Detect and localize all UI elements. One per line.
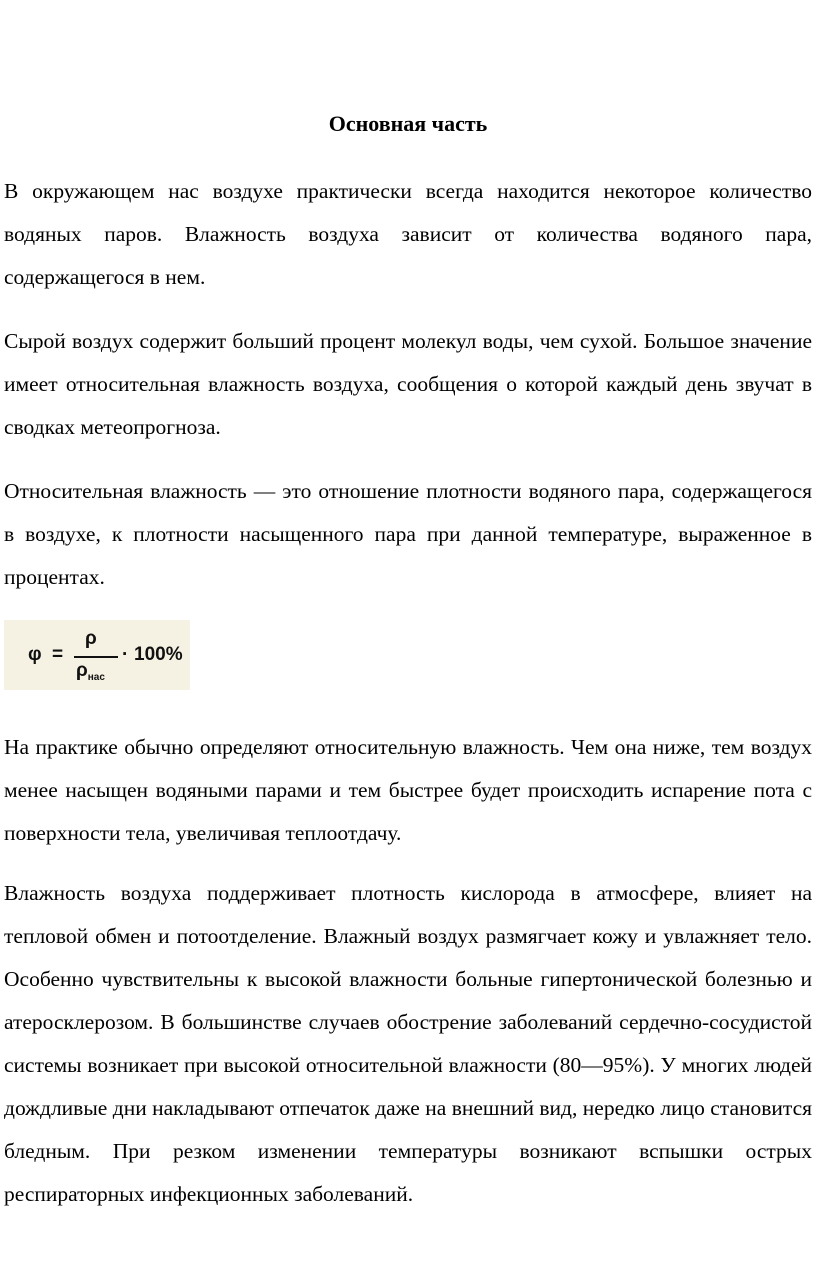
paragraph-practice: На практике обычно определяют относительную влажность. Чем она ниже, тем воздух менее насыщен водяными парами и тем быстрее будет происходить испарение пота с поверхности тела, увеличивая теплоотдачу. — [4, 735, 812, 845]
paragraph-humid-air: Сырой воздух содержит больший процент молекул воды, чем сухой. Большое значение имеет относительная влажность воздуха, сообщения о которой каждый день звучат в сводках метеопрогноза. — [4, 329, 812, 439]
formula-denominator-symbol: ρ — [76, 660, 88, 681]
formula-multiply-operator: · — [122, 644, 129, 665]
formula-fraction-bar — [74, 656, 118, 658]
formula-phi: φ — [28, 644, 42, 665]
formula-denominator-subscript: нас — [87, 672, 105, 683]
paragraph-relative-humidity-definition: Относительная влажность — это отношение плотности водяного пара, содержащегося в воздухе, к плотности насыщенного пара при данной температуре, выраженное в процентах. — [4, 479, 812, 589]
section-heading: Основная часть — [328, 111, 488, 136]
relative-humidity-formula-image — [4, 620, 190, 690]
formula-numerator: ρ — [85, 628, 97, 649]
formula-equals: = — [52, 644, 64, 665]
paragraph-health-effects: Влажность воздуха поддерживает плотность кислорода в атмосфере, влияет на тепловой обмен и потоотделение. Влажный воздух размягчает кожу и увлажняет тело. Особенно чувствительны к высокой влажности больные гипертонической болезнью и атеросклерозом. В большинстве случаев обострение заболеваний сердечно-сосудистой системы возникает при высокой относительной влажности (80—95%). У многих людей дождливые дни накладывают отпечаток даже на внешний вид, нередко лицо становится бледным. При резком изменении температуры возникают вспышки острых респираторных инфекционных заболеваний. — [4, 881, 812, 1206]
formula-multiplier: 100% — [134, 644, 183, 665]
paragraph-humidity-intro: В окружающем нас воздухе практически всегда находится некоторое количество водяных паров. Влажность воздуха зависит от количества водяного пара, содержащегося в нем. — [4, 179, 812, 289]
formula-denominator — [76, 660, 105, 683]
